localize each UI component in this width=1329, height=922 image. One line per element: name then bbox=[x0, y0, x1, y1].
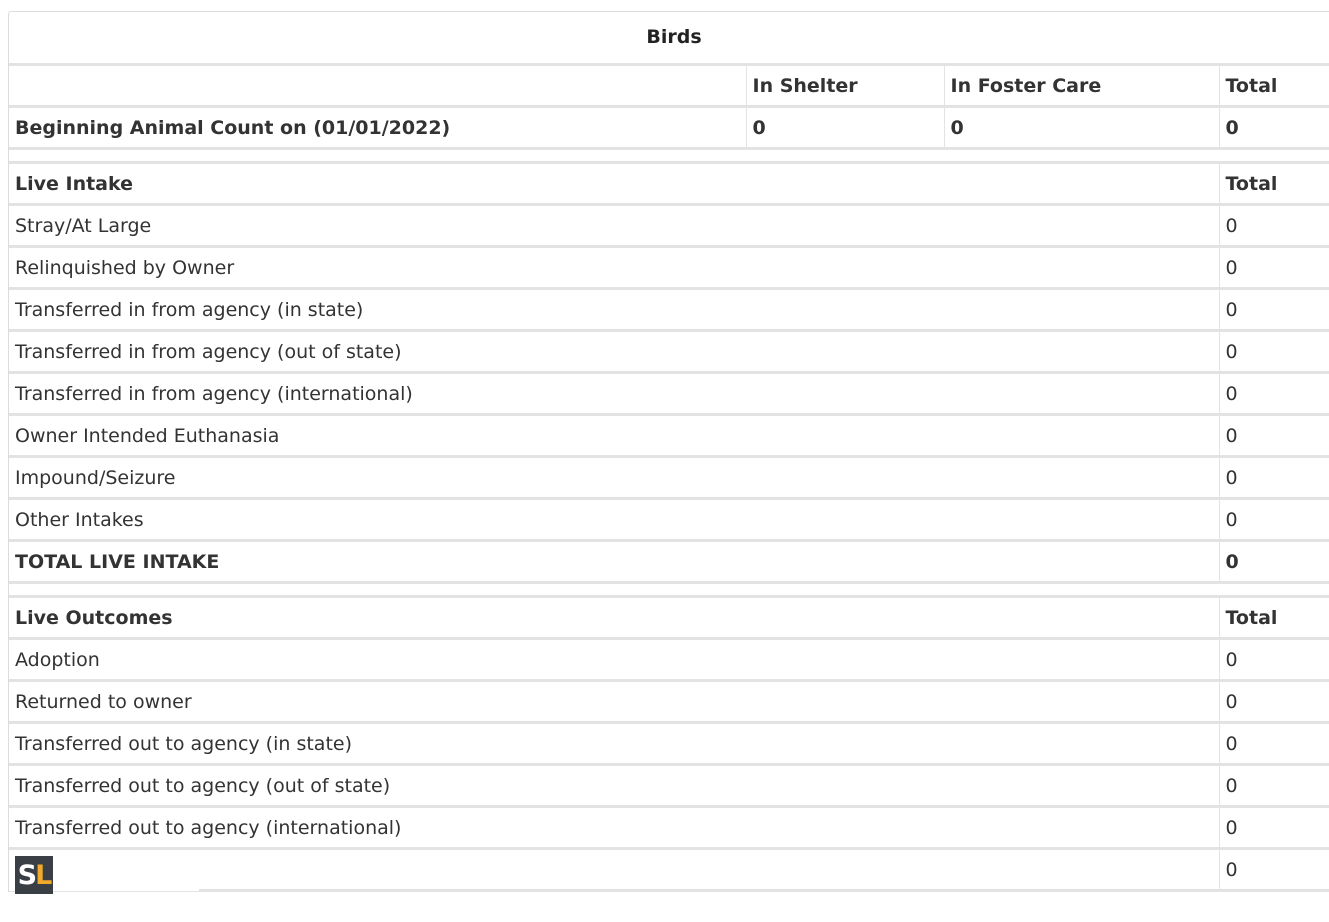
beginning-count-table bbox=[9, 66, 1329, 150]
table-row bbox=[9, 457, 1329, 499]
table-row bbox=[9, 247, 1329, 289]
table-row bbox=[9, 681, 1329, 723]
table-row bbox=[9, 289, 1329, 331]
table-row bbox=[9, 639, 1329, 681]
report-panel bbox=[8, 11, 1329, 892]
live-intake-heading: Live Intake bbox=[9, 164, 1219, 205]
row-label: Transferred in from agency (in state) bbox=[9, 289, 1219, 331]
row-value: 0 bbox=[1219, 331, 1329, 373]
row-value: 0 bbox=[1219, 415, 1329, 457]
row-label: Owner Intended Euthanasia bbox=[9, 415, 1219, 457]
total-live-intake-value: 0 bbox=[1219, 541, 1329, 583]
header-in-shelter: In Shelter bbox=[746, 66, 944, 107]
row-value: 0 bbox=[1219, 205, 1329, 247]
row-value: 0 bbox=[1219, 849, 1329, 891]
live-outcomes-header-row bbox=[9, 598, 1329, 639]
row-value: 0 bbox=[1219, 247, 1329, 289]
section-spacer bbox=[9, 150, 1329, 164]
live-intake-table bbox=[9, 164, 1329, 584]
row-value: 0 bbox=[1219, 765, 1329, 807]
row-value: 0 bbox=[1219, 723, 1329, 765]
logo-letter-l: L bbox=[35, 859, 51, 891]
live-outcomes-total-header: Total bbox=[1219, 598, 1329, 639]
row-label: Transferred in from agency (out of state) bbox=[9, 331, 1219, 373]
logo-letter-s: S bbox=[17, 859, 36, 891]
table-row bbox=[9, 807, 1329, 849]
table-row bbox=[9, 415, 1329, 457]
header-row bbox=[9, 66, 1329, 107]
table-row bbox=[9, 331, 1329, 373]
row-label: Returned to owner bbox=[9, 681, 1219, 723]
table-title: Birds bbox=[9, 12, 1329, 66]
row-value: 0 bbox=[1219, 807, 1329, 849]
row-value: 0 bbox=[1219, 457, 1329, 499]
row-value: 0 bbox=[1219, 373, 1329, 415]
row-label: Adoption bbox=[9, 639, 1219, 681]
table-row bbox=[9, 205, 1329, 247]
sl-logo-icon[interactable] bbox=[15, 856, 53, 894]
header-in-foster-care: In Foster Care bbox=[944, 66, 1219, 107]
beginning-count-label: Beginning Animal Count on (01/01/2022) bbox=[9, 107, 746, 149]
table-row bbox=[9, 723, 1329, 765]
row-label: Transferred in from agency (international) bbox=[9, 373, 1219, 415]
row-value: 0 bbox=[1219, 681, 1329, 723]
row-label: Impound/Seizure bbox=[9, 457, 1219, 499]
section-spacer bbox=[9, 584, 1329, 598]
beginning-total: 0 bbox=[1219, 107, 1329, 149]
total-live-intake-row bbox=[9, 541, 1329, 583]
table-row bbox=[9, 849, 1329, 891]
row-label: Stray/At Large bbox=[9, 205, 1219, 247]
live-outcomes-table bbox=[9, 598, 1329, 892]
row-label: Transferred out to agency (out of state) bbox=[9, 765, 1219, 807]
beginning-in-shelter: 0 bbox=[746, 107, 944, 149]
row-value: 0 bbox=[1219, 289, 1329, 331]
row-label: Other Intakes bbox=[9, 499, 1219, 541]
table-row bbox=[9, 499, 1329, 541]
live-intake-header-row bbox=[9, 164, 1329, 205]
row-value: 0 bbox=[1219, 639, 1329, 681]
table-row bbox=[9, 765, 1329, 807]
row-value: 0 bbox=[1219, 499, 1329, 541]
beginning-in-foster: 0 bbox=[944, 107, 1219, 149]
row-label: Transferred out to agency (international) bbox=[9, 807, 1219, 849]
beginning-count-row bbox=[9, 107, 1329, 149]
header-total: Total bbox=[1219, 66, 1329, 107]
live-outcomes-heading: Live Outcomes bbox=[9, 598, 1219, 639]
row-label: Relinquished by Owner bbox=[9, 247, 1219, 289]
table-row bbox=[9, 373, 1329, 415]
total-live-intake-label: TOTAL LIVE INTAKE bbox=[9, 541, 1219, 583]
header-blank bbox=[9, 66, 746, 107]
live-intake-total-header: Total bbox=[1219, 164, 1329, 205]
row-label: Transferred out to agency (in state) bbox=[9, 723, 1219, 765]
